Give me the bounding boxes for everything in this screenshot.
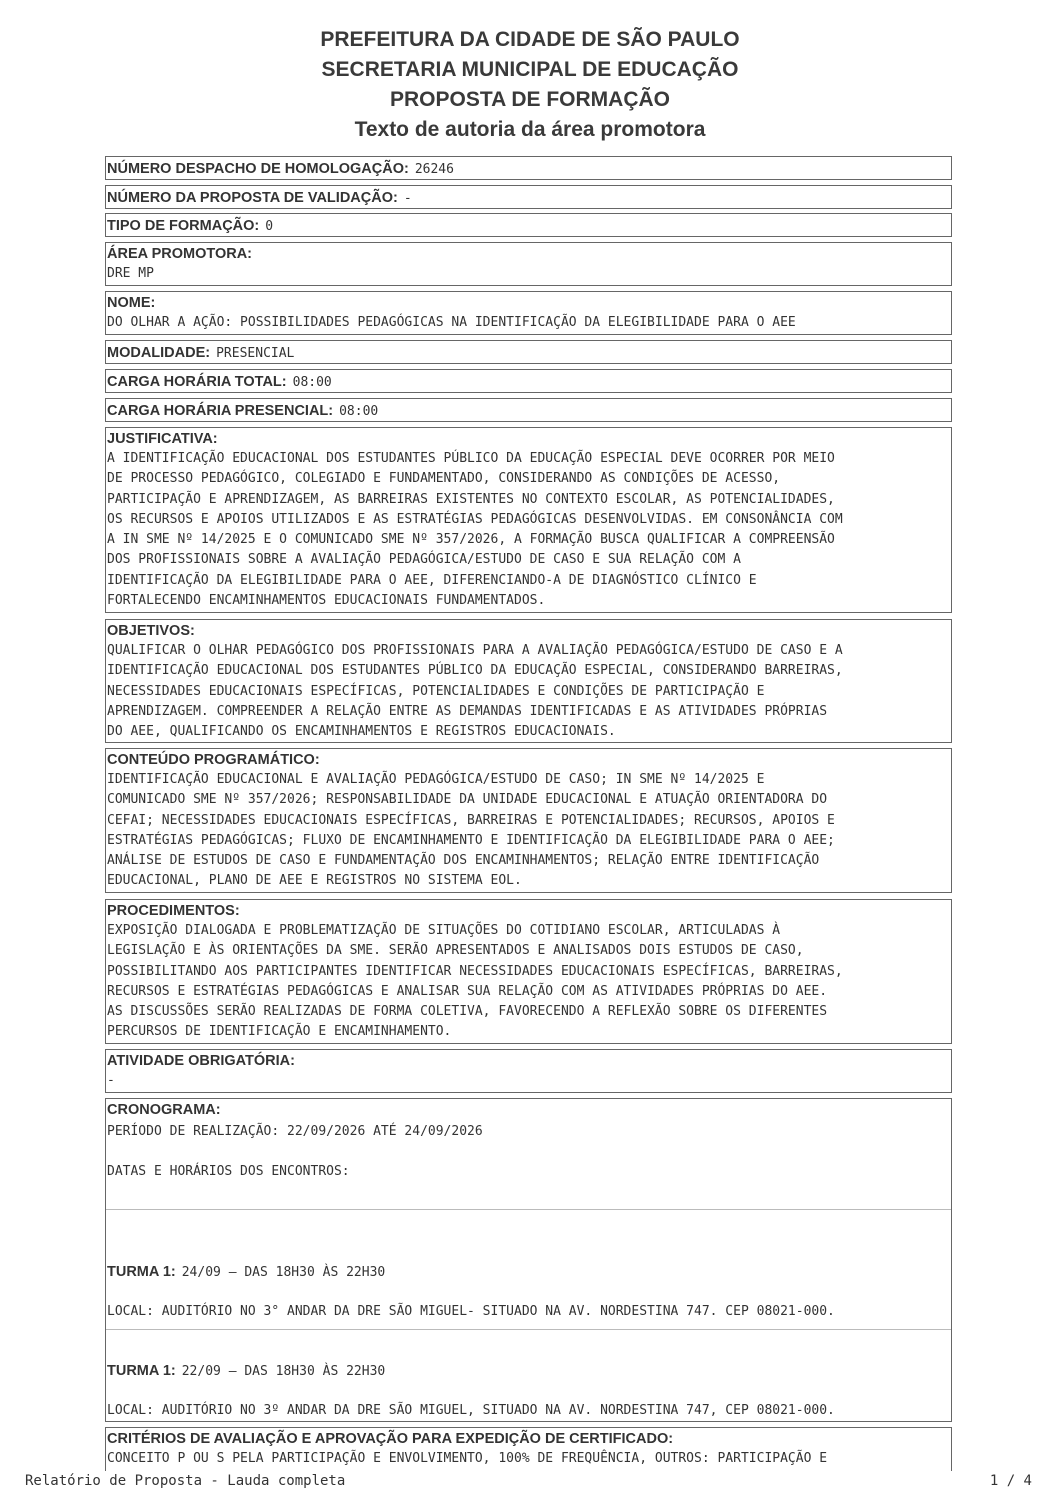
- carga-total-label: CARGA HORÁRIA TOTAL:: [107, 374, 287, 390]
- turma-b-row: [107, 1360, 385, 1382]
- datas-horarios-label: DATAS E HORÁRIOS DOS ENCONTROS:: [107, 1164, 350, 1179]
- objetivos-label: OBJETIVOS:: [107, 623, 195, 639]
- validacao-value: -: [403, 191, 412, 206]
- turma-a-label: TURMA 1:: [107, 1264, 176, 1280]
- modalidade-value: PRESENCIAL: [216, 346, 295, 361]
- area-value: DRE MP: [107, 266, 154, 281]
- turma-b-value: 22/09 – DAS 18H30 ÀS 22H30: [181, 1364, 386, 1379]
- header-autoria: Texto de autoria da área promotora: [354, 118, 706, 141]
- turma-b-local: LOCAL: AUDITÓRIO NO 3º ANDAR DA DRE SÃO MIGUEL, SITUADO NA AV. NORDESTINA 747, CEP 08021-000.: [107, 1403, 835, 1418]
- procedimentos-line: POSSIBILITANDO AOS PARTICIPANTES IDENTIFICAR NECESSIDADES EDUCACIONAIS ESPECÍFICAS, BARREIRAS,: [107, 963, 843, 979]
- procedimentos-line: AS DISCUSSÕES SERÃO REALIZADAS DE FORMA COLETIVA, FAVORECENDO A REFLEXÃO SOBRE OS DIFERENTES: [107, 1004, 828, 1020]
- conteudo-line: CEFAI; NECESSIDADES EDUCACIONAIS ESPECÍFICAS, BARREIRAS E POTENCIALIDADES; RECURSOS, APOIOS E: [107, 812, 835, 828]
- field-procedimentos: [105, 899, 952, 1044]
- procedimentos-line: PERCURSOS DE IDENTIFICAÇÃO E ENCAMINHAMENTO.: [107, 1024, 452, 1040]
- field-area: [105, 242, 952, 286]
- procedimentos-line: LEGISLAÇÃO E ÀS ORIENTAÇÕES DA SME. SERÃO APRESENTADOS E ANALISADOS DOIS ESTUDOS DE CASO,: [107, 943, 804, 959]
- despacho-label: NÚMERO DESPACHO DE HOMOLOGAÇÃO:: [107, 161, 409, 177]
- conteudo-line: IDENTIFICAÇÃO EDUCACIONAL E AVALIAÇÃO PEDAGÓGICA/ESTUDO DE CASO; IN SME Nº 14/2025 E: [107, 772, 765, 787]
- field-tipo: [105, 213, 952, 237]
- objetivos-line: QUALIFICAR O OLHAR PEDAGÓGICO DOS PROFISSIONAIS PARA A AVALIAÇÃO PEDAGÓGICA/ESTUDO DE CASO E A: [107, 643, 843, 658]
- atividade-label: ATIVIDADE OBRIGATÓRIA:: [107, 1053, 295, 1069]
- objetivos-line: NECESSIDADES EDUCACIONAIS ESPECÍFICAS, POTENCIALIDADES E CONDIÇÕES DE PARTICIPAÇÃO E: [107, 683, 765, 699]
- tipo-label: TIPO DE FORMAÇÃO:: [107, 218, 260, 234]
- turma-a-local: LOCAL: AUDITÓRIO NO 3° ANDAR DA DRE SÃO MIGUEL- SITUADO NA AV. NORDESTINA 747. CEP 08021-000.: [107, 1304, 835, 1319]
- field-objetivos: [105, 619, 952, 743]
- field-carga-presencial: [105, 398, 952, 422]
- objetivos-line: APRENDIZAGEM. COMPREENDER A RELAÇÃO ENTRE AS DEMANDAS IDENTIFICADAS E AS ATIVIDADES PRÓPRIAS: [107, 703, 828, 719]
- procedimentos-label: PROCEDIMENTOS:: [107, 903, 240, 919]
- justificativa-line: DOS PROFISSIONAIS SOBRE A AVALIAÇÃO PEDAGÓGICA/ESTUDO DE CASO E SUA RELAÇÃO COM A: [107, 552, 741, 568]
- tipo-value: 0: [265, 219, 274, 234]
- field-validacao: [105, 185, 952, 209]
- nome-value: DO OLHAR A AÇÃO: POSSIBILIDADES PEDAGÓGICAS NA IDENTIFICAÇÃO DA ELEGIBILIDADE PARA O AEE: [107, 315, 796, 330]
- justificativa-line: DE PROCESSO PEDAGÓGICO, COLEGIADO E FUNDAMENTADO, CONSIDERANDO AS CONDIÇÕES DE ACESSO,: [107, 471, 781, 487]
- nome-label: NOME:: [107, 295, 156, 311]
- cronograma-divider: [106, 1329, 952, 1330]
- header-proposta: PROPOSTA DE FORMAÇÃO: [389, 88, 670, 111]
- justificativa-line: A IN SME Nº 14/2025 E O COMUNICADO SME Nº 357/2026, A FORMAÇÃO BUSCA QUALIFICAR A COMPREENSÃO: [107, 532, 835, 548]
- conteudo-line: EDUCACIONAL, PLANO DE AEE E REGISTROS NO SISTEMA EOL.: [107, 873, 522, 889]
- turma-b-label: TURMA 1:: [107, 1363, 176, 1379]
- objetivos-line: IDENTIFICAÇÃO EDUCACIONAL DOS ESTUDANTES PÚBLICO DA EDUCAÇÃO ESPECIAL, CONSIDERANDO BARREIRAS,: [107, 663, 843, 679]
- cronograma-divider: [106, 1209, 952, 1210]
- header-secretaria: SECRETARIA MUNICIPAL DE EDUCAÇÃO: [321, 58, 739, 81]
- periodo-realizacao: PERÍODO DE REALIZAÇÃO: 22/09/2026 ATÉ 24/09/2026: [107, 1124, 483, 1139]
- objetivos-line: DO AEE, QUALIFICANDO OS ENCAMINHAMENTOS E REGISTROS EDUCACIONAIS.: [107, 724, 616, 740]
- field-justificativa: [105, 427, 952, 613]
- conteudo-line: ESTRATÉGIAS PEDAGÓGICAS; FLUXO DE ENCAMINHAMENTO E IDENTIFICAÇÃO DA ELEGIBILIDADE PARA O AEE;: [107, 832, 835, 848]
- area-label: ÁREA PROMOTORA:: [107, 246, 252, 262]
- field-despacho: [105, 156, 952, 180]
- field-conteudo: [105, 748, 952, 893]
- justificativa-line: PARTICIPAÇÃO E APRENDIZAGEM, AS BARREIRAS EXISTENTES NO CONTEXTO ESCOLAR, AS POTENCIALIDADES,: [107, 491, 835, 507]
- criterios-line: CONCEITO P OU S PELA PARTICIPAÇÃO E ENVOLVIMENTO, 100% DE FREQUÊNCIA, OUTROS: PARTICIPAÇÃO E: [107, 1451, 828, 1466]
- turma-a-row: [107, 1261, 385, 1283]
- despacho-value: 26246: [414, 162, 454, 177]
- footer-report-title: Relatório de Proposta - Lauda completa: [25, 1473, 346, 1489]
- footer-page-number: 1 / 4: [989, 1473, 1032, 1489]
- justificativa-line: IDENTIFICAÇÃO DA ELEGIBILIDADE PARA O AEE, DIFERENCIANDO-A DE DIAGNÓSTICO CLÍNICO E: [107, 572, 757, 588]
- carga-presencial-value: 08:00: [339, 404, 379, 419]
- atividade-value: -: [107, 1073, 115, 1088]
- conteudo-line: ANÁLISE DE ESTUDOS DE CASO E FUNDAMENTAÇÃO DOS ENCAMINHAMENTOS; RELAÇÃO ENTRE IDENTIFICAÇÃO: [107, 853, 820, 869]
- cronograma-label: CRONOGRAMA:: [107, 1102, 221, 1118]
- field-criterios: [105, 1427, 952, 1471]
- field-cronograma: [105, 1098, 952, 1422]
- conteudo-label: CONTEÚDO PROGRAMÁTICO:: [107, 752, 320, 768]
- carga-presencial-label: CARGA HORÁRIA PRESENCIAL:: [107, 403, 334, 419]
- criterios-label: CRITÉRIOS DE AVALIAÇÃO E APROVAÇÃO PARA EXPEDIÇÃO DE CERTIFICADO:: [107, 1431, 674, 1447]
- field-nome: [105, 291, 952, 335]
- field-carga-total: [105, 369, 952, 393]
- turma-a-value: 24/09 – DAS 18H30 ÀS 22H30: [181, 1265, 386, 1280]
- validacao-label: NÚMERO DA PROPOSTA DE VALIDAÇÃO:: [107, 190, 398, 206]
- modalidade-label: MODALIDADE:: [107, 345, 211, 361]
- header-prefeitura: PREFEITURA DA CIDADE DE SÃO PAULO: [320, 28, 740, 51]
- procedimentos-line: EXPOSIÇÃO DIALOGADA E PROBLEMATIZAÇÃO DE SITUAÇÕES DO COTIDIANO ESCOLAR, ARTICULADAS À: [107, 923, 781, 938]
- field-modalidade: [105, 340, 952, 364]
- justificativa-line: OS RECURSOS E APOIOS UTILIZADOS E AS ESTRATÉGIAS PEDAGÓGICAS DESENVOLVIDAS. EM CONSONÂNCIA COM: [107, 511, 843, 527]
- justificativa-line: A IDENTIFICAÇÃO EDUCACIONAL DOS ESTUDANTES PÚBLICO DA EDUCAÇÃO ESPECIAL DEVE OCORRER POR MEIO: [107, 451, 835, 466]
- carga-total-value: 08:00: [292, 375, 332, 390]
- conteudo-line: COMUNICADO SME Nº 357/2026; RESPONSABILIDADE DA UNIDADE EDUCACIONAL E ATUAÇÃO ORIENTADORA DO: [107, 792, 828, 808]
- justificativa-line: FORTALECENDO ENCAMINHAMENTOS EDUCACIONAIS FUNDAMENTADOS.: [107, 593, 546, 609]
- field-atividade: [105, 1049, 952, 1093]
- procedimentos-line: RECURSOS E ESTRATÉGIAS PEDAGÓGICAS E ANALISAR SUA RELAÇÃO COM AS ATIVIDADES PRÓPRIAS DO AEE.: [107, 983, 828, 999]
- justificativa-label: JUSTIFICATIVA:: [107, 431, 218, 447]
